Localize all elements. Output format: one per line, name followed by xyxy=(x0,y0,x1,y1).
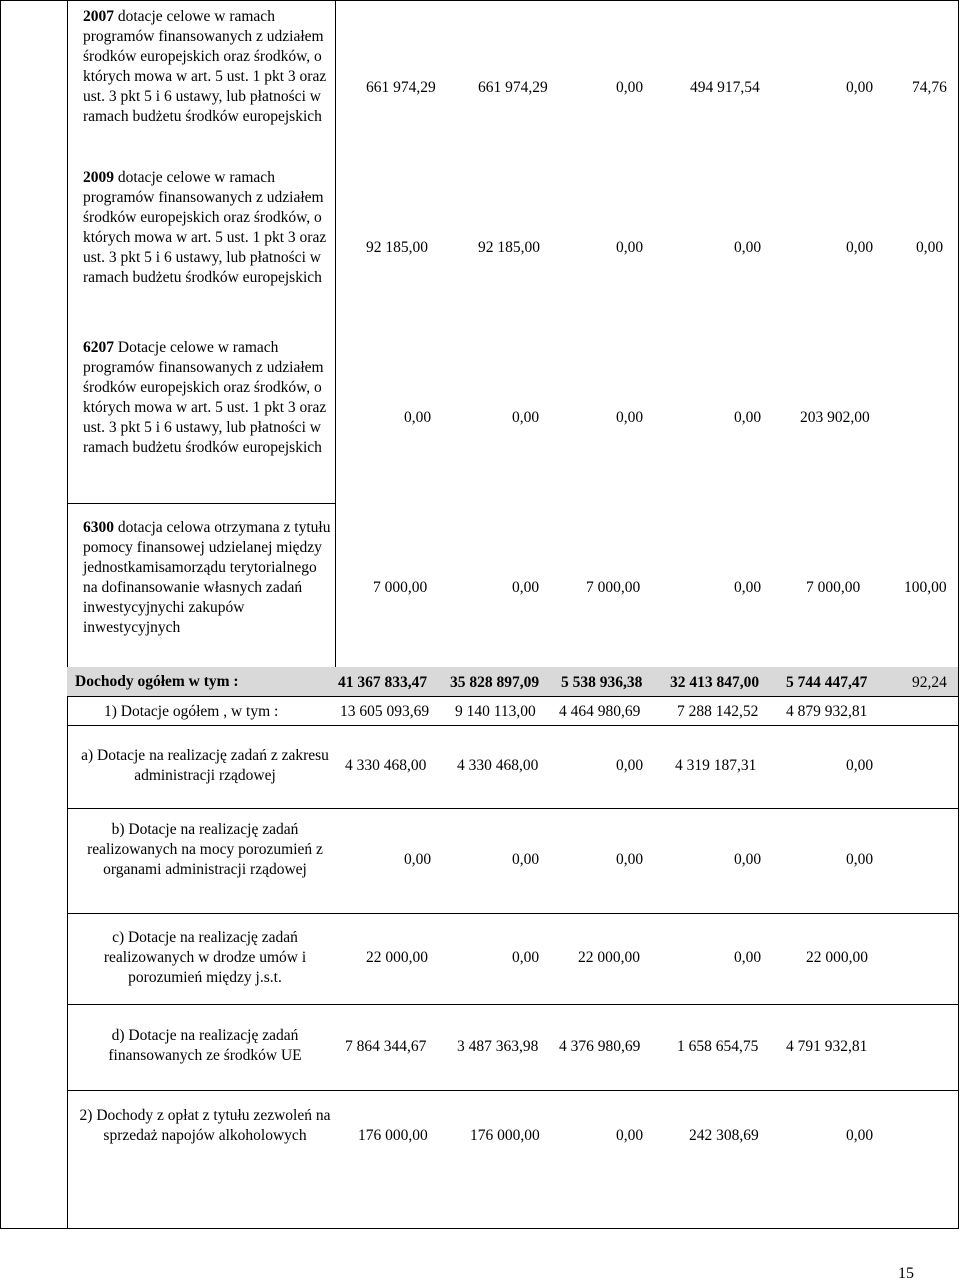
sub-row-value: 22 000,00 xyxy=(366,949,428,966)
sub-row-value: 0,00 xyxy=(616,1127,644,1144)
value-cell: 661 974,29 xyxy=(366,79,436,96)
value-cell: 0,00 xyxy=(916,239,944,256)
value-cell: 7 000,00 xyxy=(373,579,428,596)
sub-row-value: 0,00 xyxy=(846,757,874,774)
sub-row-label: b) Dotacje na realizację zadań realizowanych na mocy porozumień z organami administracji rządowej xyxy=(87,821,323,878)
value-cell: 0,00 xyxy=(512,409,540,426)
row-code: 6207 xyxy=(83,339,114,356)
sub-row-value: 22 000,00 xyxy=(578,949,640,966)
value-cell: 0,00 xyxy=(734,409,762,426)
row-text: dotacje celowe w ramach programów finansowanych z udziałem środków europejskich oraz środków, o których mowa w art. 5 ust. 1 pkt 3 oraz ust. 3 pkt 5 i 6 ustawy, lub płatności w ramach budżetu środków europejskich xyxy=(83,169,327,286)
table-bottom-border xyxy=(0,1228,959,1229)
row-separator xyxy=(67,503,335,504)
value-cell: 92 185,00 xyxy=(366,239,428,256)
value-cell: 0,00 xyxy=(616,239,644,256)
value-cell: 203 902,00 xyxy=(800,409,870,426)
sub-row-value: 0,00 xyxy=(512,851,540,868)
value-cell: 74,76 xyxy=(912,79,947,96)
value-cell: 0,00 xyxy=(616,79,644,96)
total-value: 35 828 897,09 xyxy=(450,674,540,691)
dotacje-value: 4 879 932,81 xyxy=(786,703,868,720)
total-value: 41 367 833,47 xyxy=(338,674,428,691)
value-cell: 0,00 xyxy=(734,579,762,596)
value-cell: 0,00 xyxy=(734,239,762,256)
sub-row-value: 1 658 654,75 xyxy=(677,1038,759,1055)
row-code: 6300 xyxy=(83,519,114,536)
row-separator xyxy=(67,1004,958,1005)
value-cell: 0,00 xyxy=(512,579,540,596)
row-description xyxy=(83,7,333,127)
sub-row-value: 4 330 468,00 xyxy=(345,757,427,774)
row-description xyxy=(83,338,333,458)
value-cell: 494 917,54 xyxy=(690,79,760,96)
row-description xyxy=(83,518,333,638)
table-right-border xyxy=(958,0,959,1228)
row-text: dotacje celowe w ramach programów finansowanych z udziałem środków europejskich oraz środków, o których mowa w art. 5 ust. 1 pkt 3 oraz ust. 3 pkt 5 i 6 ustawy, lub płatności w ramach budżetu środków europejskich xyxy=(83,8,327,125)
sub-row-value: 0,00 xyxy=(846,1127,874,1144)
value-cell: 661 974,29 xyxy=(478,79,548,96)
sub-row-value: 0,00 xyxy=(734,851,762,868)
value-cell: 7 000,00 xyxy=(586,579,641,596)
sub-row-label: d) Dotacje na realizację zadań finansowanych ze środków UE xyxy=(108,1027,302,1064)
total-value: 32 413 847,00 xyxy=(670,674,760,691)
sub-row-value: 0,00 xyxy=(404,851,432,868)
value-cell: 100,00 xyxy=(904,579,947,596)
sub-row-label: 2) Dochody z opłat z tytułu zezwoleń na sprzedaż napojów alkoholowych xyxy=(79,1107,331,1144)
total-value: 92,24 xyxy=(912,674,947,691)
total-value: 5 744 447,47 xyxy=(786,674,868,691)
value-cell: 0,00 xyxy=(404,409,432,426)
sub-row-value: 4 376 980,69 xyxy=(559,1038,641,1055)
sub-row-value: 176 000,00 xyxy=(470,1127,540,1144)
value-cell: 92 185,00 xyxy=(478,239,540,256)
value-cell: 0,00 xyxy=(846,239,874,256)
row-text: dotacja celowa otrzymana z tytułu pomocy finansowej udzielanej między jednostkamisamorządu terytorialnego na dofinansowanie własnych zadań inwestycyjnychi zakupów inwestycyjnych xyxy=(83,519,331,636)
sub-row-value: 176 000,00 xyxy=(358,1127,428,1144)
sub-row-value: 3 487 363,98 xyxy=(457,1038,539,1055)
dotacje-label: 1) Dotacje ogółem , w tym : xyxy=(104,703,279,720)
total-value: 5 538 936,38 xyxy=(561,674,643,691)
value-cell: 0,00 xyxy=(846,79,874,96)
value-cell: 0,00 xyxy=(616,409,644,426)
sub-row-value: 4 319 187,31 xyxy=(675,757,757,774)
sub-row-value: 242 308,69 xyxy=(689,1127,759,1144)
sub-row-value: 0,00 xyxy=(616,851,644,868)
row-text: Dotacje celowe w ramach programów finansowanych z udziałem środków europejskich oraz środków, o których mowa w art. 5 ust. 1 pkt 3 oraz ust. 3 pkt 5 i 6 ustawy, lub płatności w ramach budżetu środków europejskich xyxy=(83,339,327,456)
dotacje-value: 4 464 980,69 xyxy=(559,703,641,720)
dotacje-value: 7 288 142,52 xyxy=(677,703,759,720)
sub-row-value: 0,00 xyxy=(734,949,762,966)
sub-row-value: 7 864 344,67 xyxy=(345,1038,427,1055)
row-separator xyxy=(67,696,958,697)
row-separator xyxy=(67,808,958,809)
sub-row-value: 22 000,00 xyxy=(806,949,868,966)
row-separator xyxy=(67,725,958,726)
value-cell: 7 000,00 xyxy=(806,579,861,596)
table-left-border xyxy=(0,0,1,1228)
sub-row-value: 4 330 468,00 xyxy=(457,757,539,774)
sub-row-label: a) Dotacje na realizację zadań z zakresu administracji rządowej xyxy=(81,747,329,784)
table-top-border xyxy=(0,0,959,1)
sub-row-label: c) Dotacje na realizację zadań realizowanych w drodze umów i porozumień między j.s.t. xyxy=(103,929,307,986)
sub-row-value: 0,00 xyxy=(616,757,644,774)
total-label: Dochody ogółem w tym : xyxy=(75,673,239,690)
sub-row-value: 0,00 xyxy=(512,949,540,966)
col-desc-right-border xyxy=(335,0,336,667)
sub-row-value: 0,00 xyxy=(846,851,874,868)
row-code: 2009 xyxy=(83,169,114,186)
sub-row-value: 4 791 932,81 xyxy=(786,1038,868,1055)
page-number: 15 xyxy=(898,1265,914,1282)
row-separator xyxy=(67,1090,958,1091)
row-code: 2007 xyxy=(83,8,114,25)
dotacje-value: 13 605 093,69 xyxy=(340,703,430,720)
row-description xyxy=(83,168,333,288)
row-separator xyxy=(67,913,958,914)
dotacje-value: 9 140 113,00 xyxy=(455,703,536,720)
col-desc-left-border xyxy=(67,0,68,1228)
